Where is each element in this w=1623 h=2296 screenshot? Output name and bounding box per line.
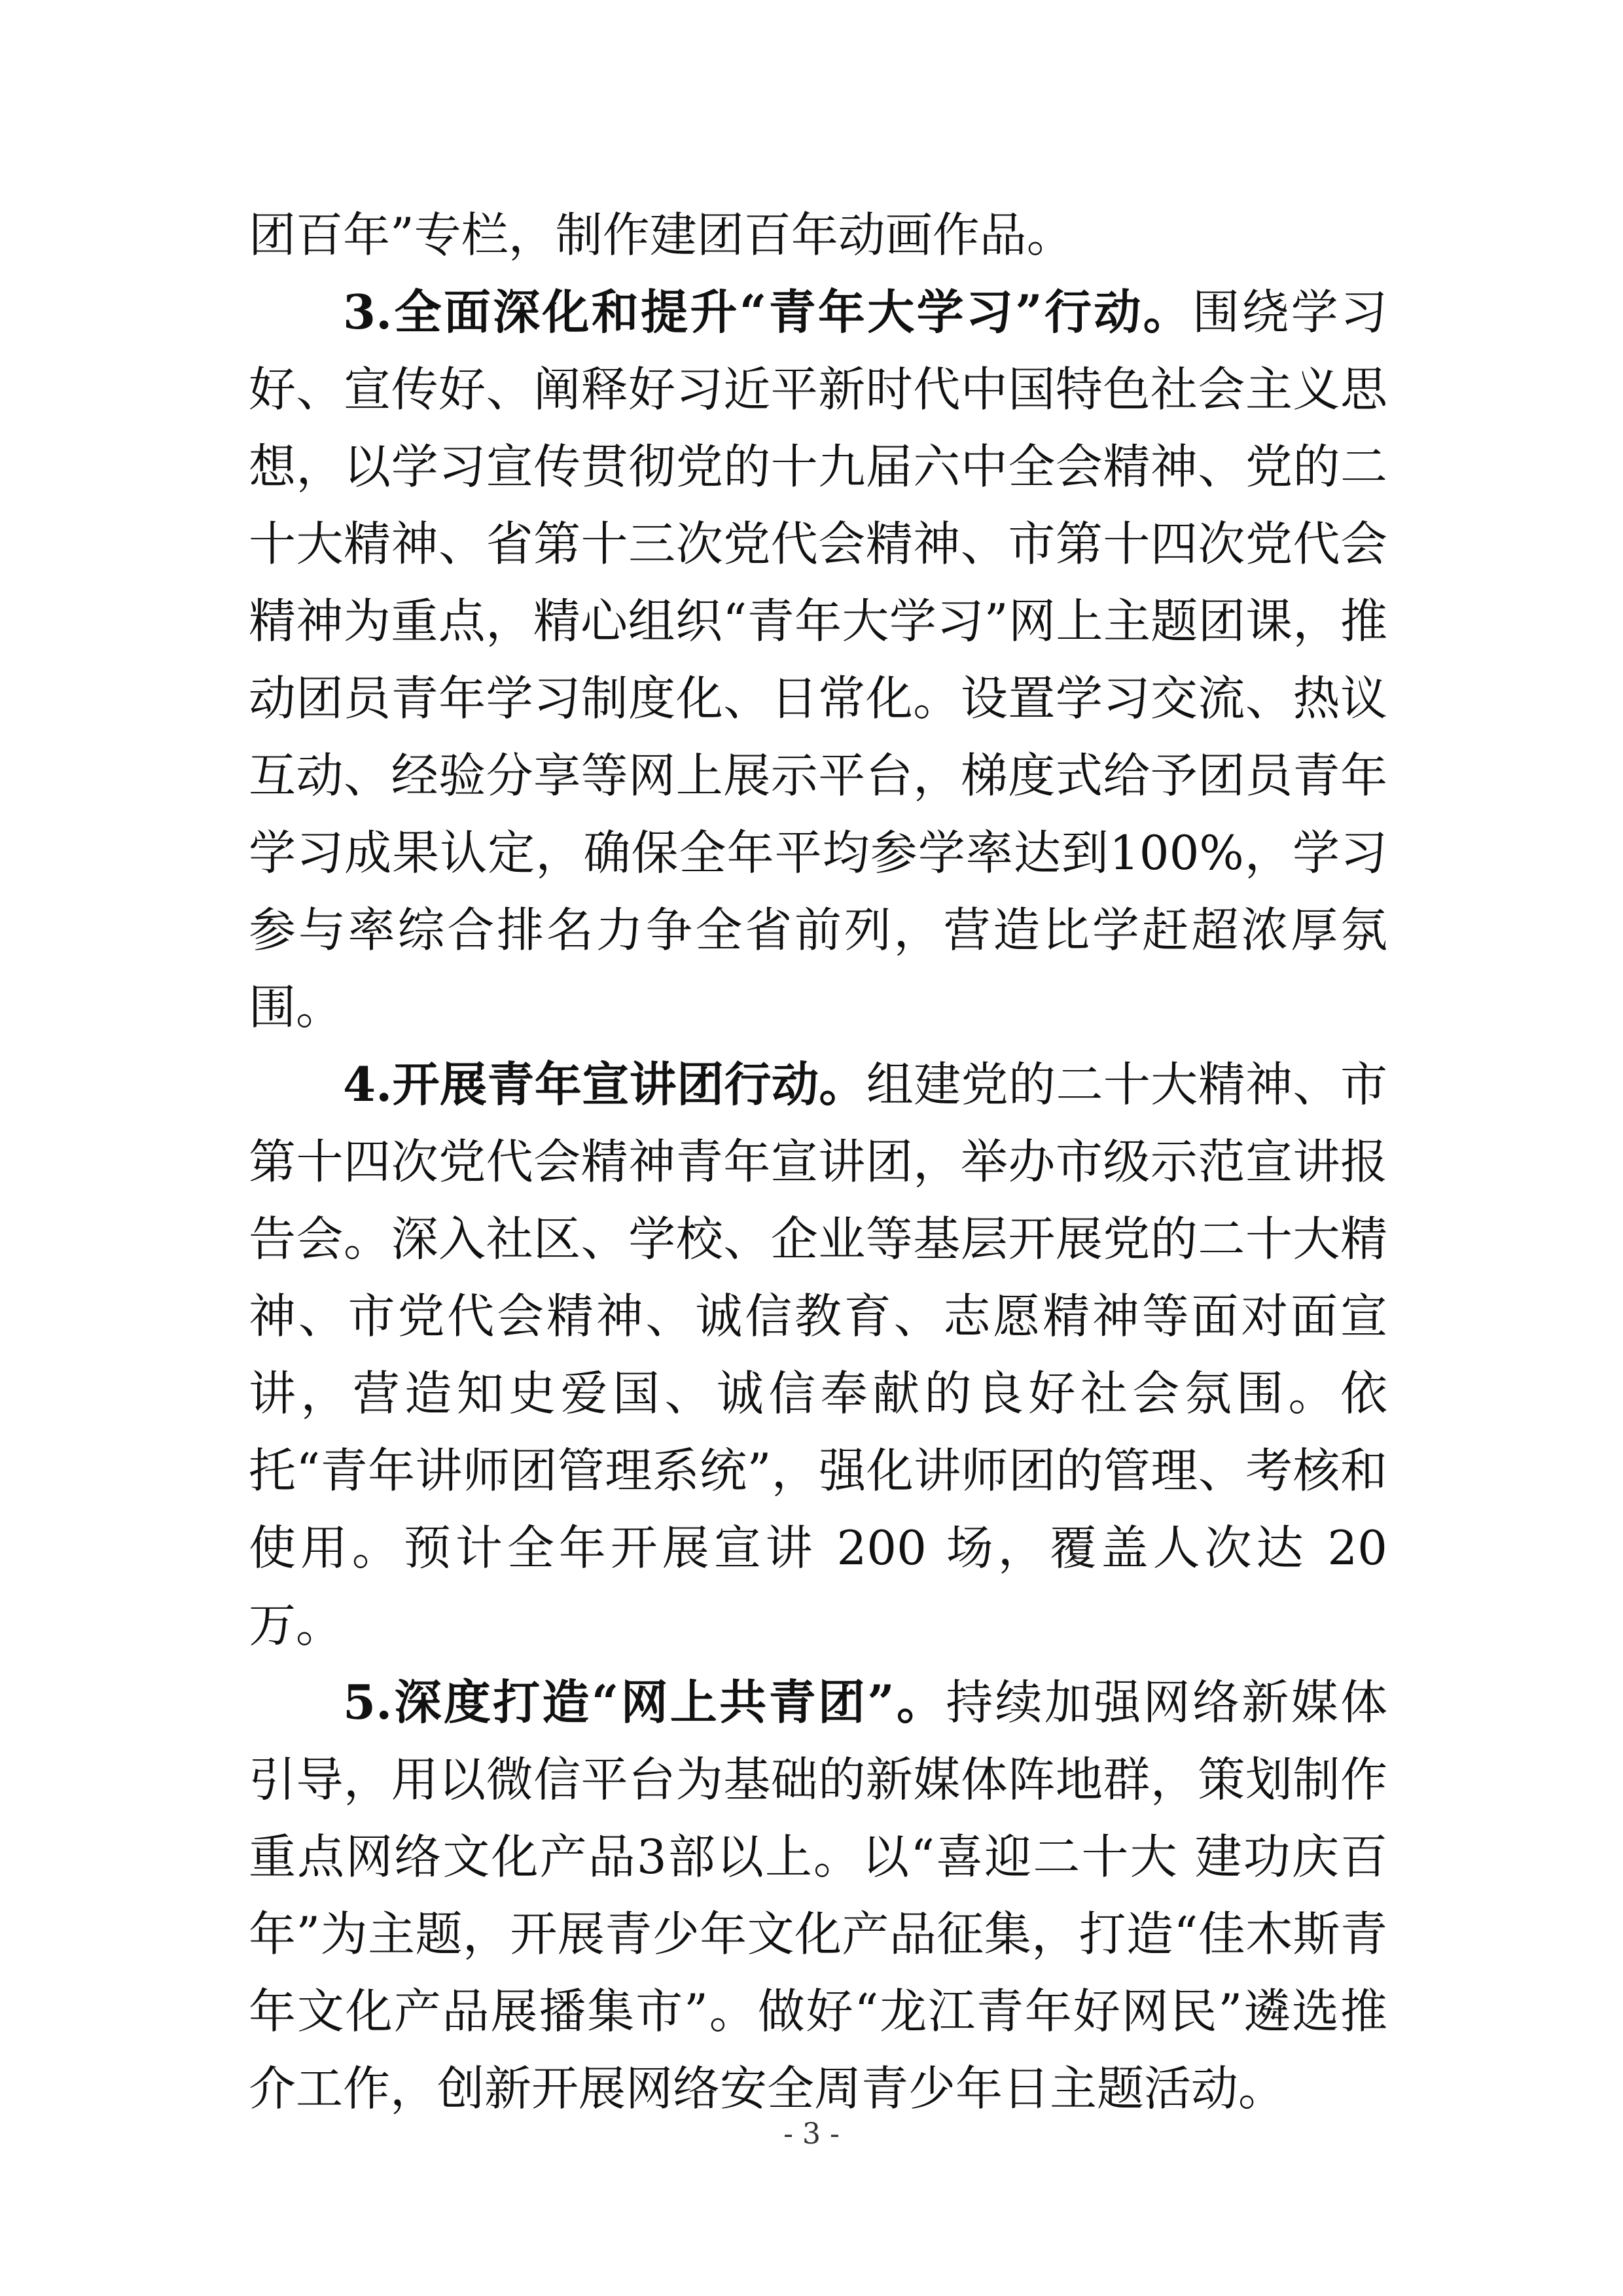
section-3-heading: 3.全面深化和提升“青年大学习”行动。 (343, 284, 1192, 340)
continuation-paragraph: 团百年”专栏，制作建团百年动画作品。 (249, 207, 1074, 262)
page-number: - 3 - (783, 2117, 840, 2151)
section-5-body: 持续加强网络新媒体引导，用以微信平台为基础的新媒体阵地群，策划制作重点网络文化产品3部以上。以“喜迎二十大 建功庆百年”为主题，开展青少年文化产品征集，打造“佳木斯青年文化产品展播集市”。做好“龙江青年好网民”遴选推介工作，创新开展网络安全周青少年日主题活动。 (249, 1675, 1387, 2116)
section-3-paragraph (249, 274, 1387, 1046)
section-4-heading: 4.开展青年宣讲团行动。 (343, 1056, 866, 1112)
section-4-body: 组建党的二十大精神、市第十四次党代会精神青年宣讲团，举办市级示范宣讲报告会。深入社区、学校、企业等基层开展党的二十大精神、市党代会精神、诚信教育、志愿精神等面对面宣讲，营造知史爱国、诚信奉献的良好社会氛围。依托“青年讲师团管理系统”，强化讲师团的管理、考核和使用。预计全年开展宣讲 200 场，覆盖人次达 20 万。 (249, 1057, 1387, 1653)
document-body (249, 196, 1387, 2127)
section-3-body: 围绕学习好、宣传好、阐释好习近平新时代中国特色社会主义思想，以学习宣传贯彻党的十九届六中全会精神、党的二十大精神、省第十三次党代会精神、市第十四次党代会精神为重点，精心组织“青年大学习”网上主题团课，推动团员青年学习制度化、日常化。设置学习交流、热议互动、经验分享等网上展示平台，梯度式给予团员青年学习成果认定，确保全年平均参学率达到100%，学习参与率综合排名力争全省前列，营造比学赶超浓厚氛围。 (249, 285, 1387, 1035)
section-5-heading: 5.深度打造“网上共青团”。 (343, 1674, 946, 1730)
section-5-paragraph (249, 1664, 1387, 2127)
section-4-paragraph (249, 1046, 1387, 1664)
